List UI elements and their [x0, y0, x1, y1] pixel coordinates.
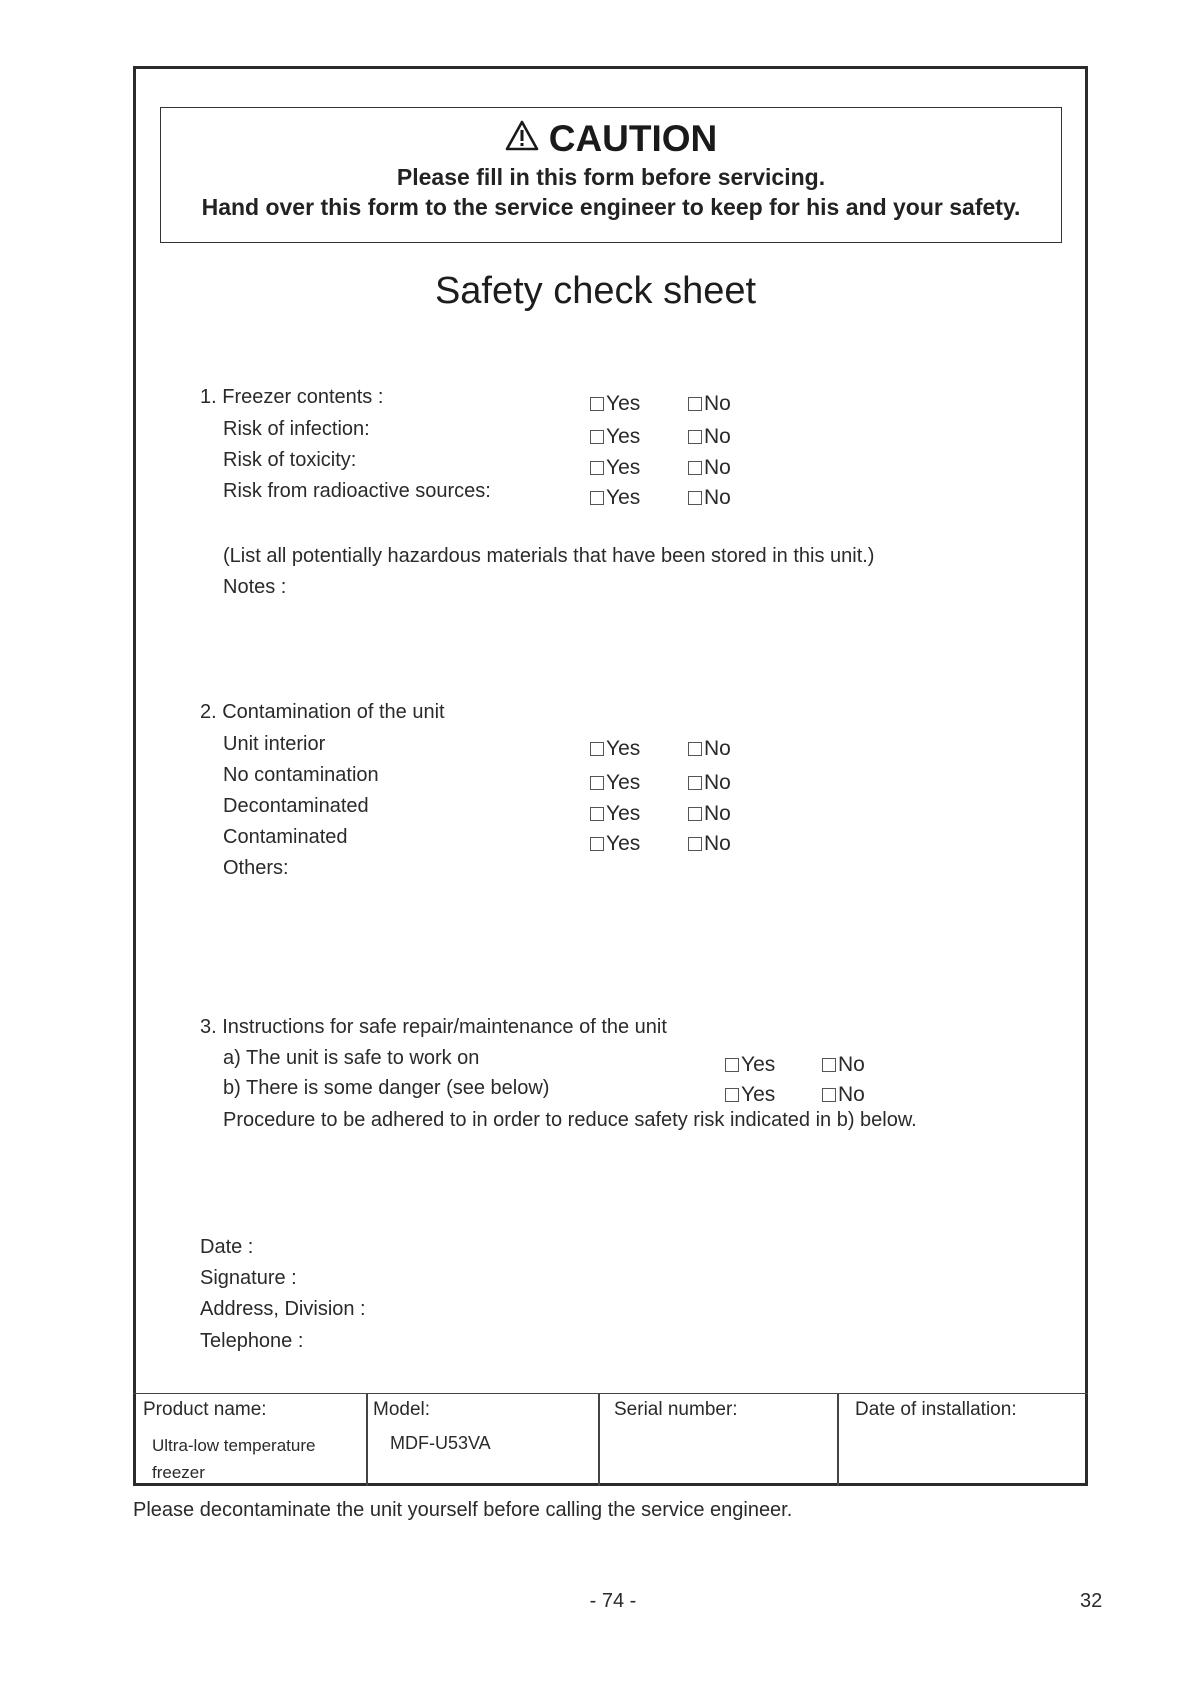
section2-item-no-contamination: No contamination	[223, 764, 379, 786]
s1-freezer-no-checkbox[interactable]: No	[688, 392, 731, 416]
s2-no-contamination-yes-checkbox[interactable]: Yes	[590, 771, 640, 795]
checkbox-icon	[688, 491, 702, 505]
s3-danger-no-checkbox[interactable]: No	[822, 1083, 865, 1107]
caution-instruction-2: Hand over this form to the service engineer to keep for his and your safety.	[201, 194, 1021, 220]
s1-infection-no-checkbox[interactable]: No	[688, 425, 731, 449]
checkbox-icon	[590, 742, 604, 756]
checkbox-icon	[590, 837, 604, 851]
checkbox-icon	[688, 742, 702, 756]
section1-item-infection: Risk of infection:	[223, 418, 370, 440]
s2-decontaminated-yes-checkbox[interactable]: Yes	[590, 802, 640, 826]
checkbox-icon	[590, 776, 604, 790]
checkbox-icon	[590, 397, 604, 411]
checkbox-icon	[688, 397, 702, 411]
s3-danger-yes-checkbox[interactable]: Yes	[725, 1083, 775, 1107]
checkbox-icon	[725, 1088, 739, 1102]
section3-procedure: Procedure to be adhered to in order to reduce safety risk indicated in b) below.	[223, 1109, 917, 1131]
page-number: - 74 -	[589, 1590, 637, 1612]
checkbox-icon	[688, 807, 702, 821]
section2-others-label: Others:	[223, 857, 289, 879]
section3-item-a: a) The unit is safe to work on	[223, 1047, 480, 1069]
caution-box	[160, 107, 1062, 243]
caution-instruction-1: Please fill in this form before servicing.	[396, 164, 826, 190]
checkbox-icon	[688, 837, 702, 851]
section2-heading: 2. Contamination of the unit	[200, 701, 445, 723]
s1-toxicity-no-checkbox[interactable]: No	[688, 456, 731, 480]
checkbox-icon	[822, 1088, 836, 1102]
s2-interior-yes-checkbox[interactable]: Yes	[590, 737, 640, 761]
section1-item-radioactive: Risk from radioactive sources:	[223, 480, 491, 502]
signature-label: Signature :	[200, 1267, 297, 1289]
caution-heading	[161, 118, 1061, 160]
table-divider	[366, 1393, 368, 1486]
section2-item-interior: Unit interior	[223, 733, 326, 755]
table-divider	[598, 1393, 600, 1486]
section2-item-contaminated: Contaminated	[223, 826, 348, 848]
s2-contaminated-no-checkbox[interactable]: No	[688, 832, 731, 856]
model-value: MDF-U53VA	[390, 1433, 491, 1453]
telephone-label: Telephone :	[200, 1330, 304, 1352]
s1-toxicity-yes-checkbox[interactable]: Yes	[590, 456, 640, 480]
checkbox-icon	[688, 776, 702, 790]
checkbox-icon	[688, 461, 702, 475]
section1-notes-label: Notes :	[223, 576, 287, 598]
s2-no-contamination-no-checkbox[interactable]: No	[688, 771, 731, 795]
model-label: Model:	[373, 1399, 431, 1420]
product-name-value: Ultra-low temperature freezer	[152, 1436, 316, 1482]
s1-freezer-yes-checkbox[interactable]: Yes	[590, 392, 640, 416]
checkbox-icon	[590, 807, 604, 821]
date-of-installation-label: Date of installation:	[855, 1399, 1017, 1420]
s3-safe-yes-checkbox[interactable]: Yes	[725, 1053, 775, 1077]
address-division-label: Address, Division :	[200, 1298, 366, 1320]
page-reference: 32	[1080, 1590, 1103, 1612]
serial-number-label: Serial number:	[614, 1399, 738, 1420]
section3-item-b: b) There is some danger (see below)	[223, 1077, 550, 1099]
s2-interior-no-checkbox[interactable]: No	[688, 737, 731, 761]
checkbox-icon	[822, 1058, 836, 1072]
section1-heading: 1. Freezer contents :	[200, 386, 384, 408]
section1-item-toxicity: Risk of toxicity:	[223, 449, 357, 471]
section1-list-note: (List all potentially hazardous materials that have been stored in this unit.)	[223, 545, 875, 567]
decontamination-note: Please decontaminate the unit yourself before calling the service engineer.	[133, 1499, 793, 1521]
s1-radioactive-yes-checkbox[interactable]: Yes	[590, 486, 640, 510]
warning-triangle-icon	[505, 118, 539, 160]
checkbox-icon	[590, 491, 604, 505]
s1-infection-yes-checkbox[interactable]: Yes	[590, 425, 640, 449]
section2-item-decontaminated: Decontaminated	[223, 795, 369, 817]
checkbox-icon	[688, 430, 702, 444]
page-title: Safety check sheet	[434, 270, 757, 312]
checkbox-icon	[725, 1058, 739, 1072]
date-label: Date :	[200, 1236, 254, 1258]
checkbox-icon	[590, 430, 604, 444]
caution-title: CAUTION	[548, 118, 718, 159]
table-divider	[837, 1393, 839, 1486]
checkbox-icon	[590, 461, 604, 475]
s2-decontaminated-no-checkbox[interactable]: No	[688, 802, 731, 826]
s2-contaminated-yes-checkbox[interactable]: Yes	[590, 832, 640, 856]
s3-safe-no-checkbox[interactable]: No	[822, 1053, 865, 1077]
product-name-label: Product name:	[143, 1399, 267, 1420]
s1-radioactive-no-checkbox[interactable]: No	[688, 486, 731, 510]
section3-heading: 3. Instructions for safe repair/maintenance of the unit	[200, 1016, 667, 1038]
